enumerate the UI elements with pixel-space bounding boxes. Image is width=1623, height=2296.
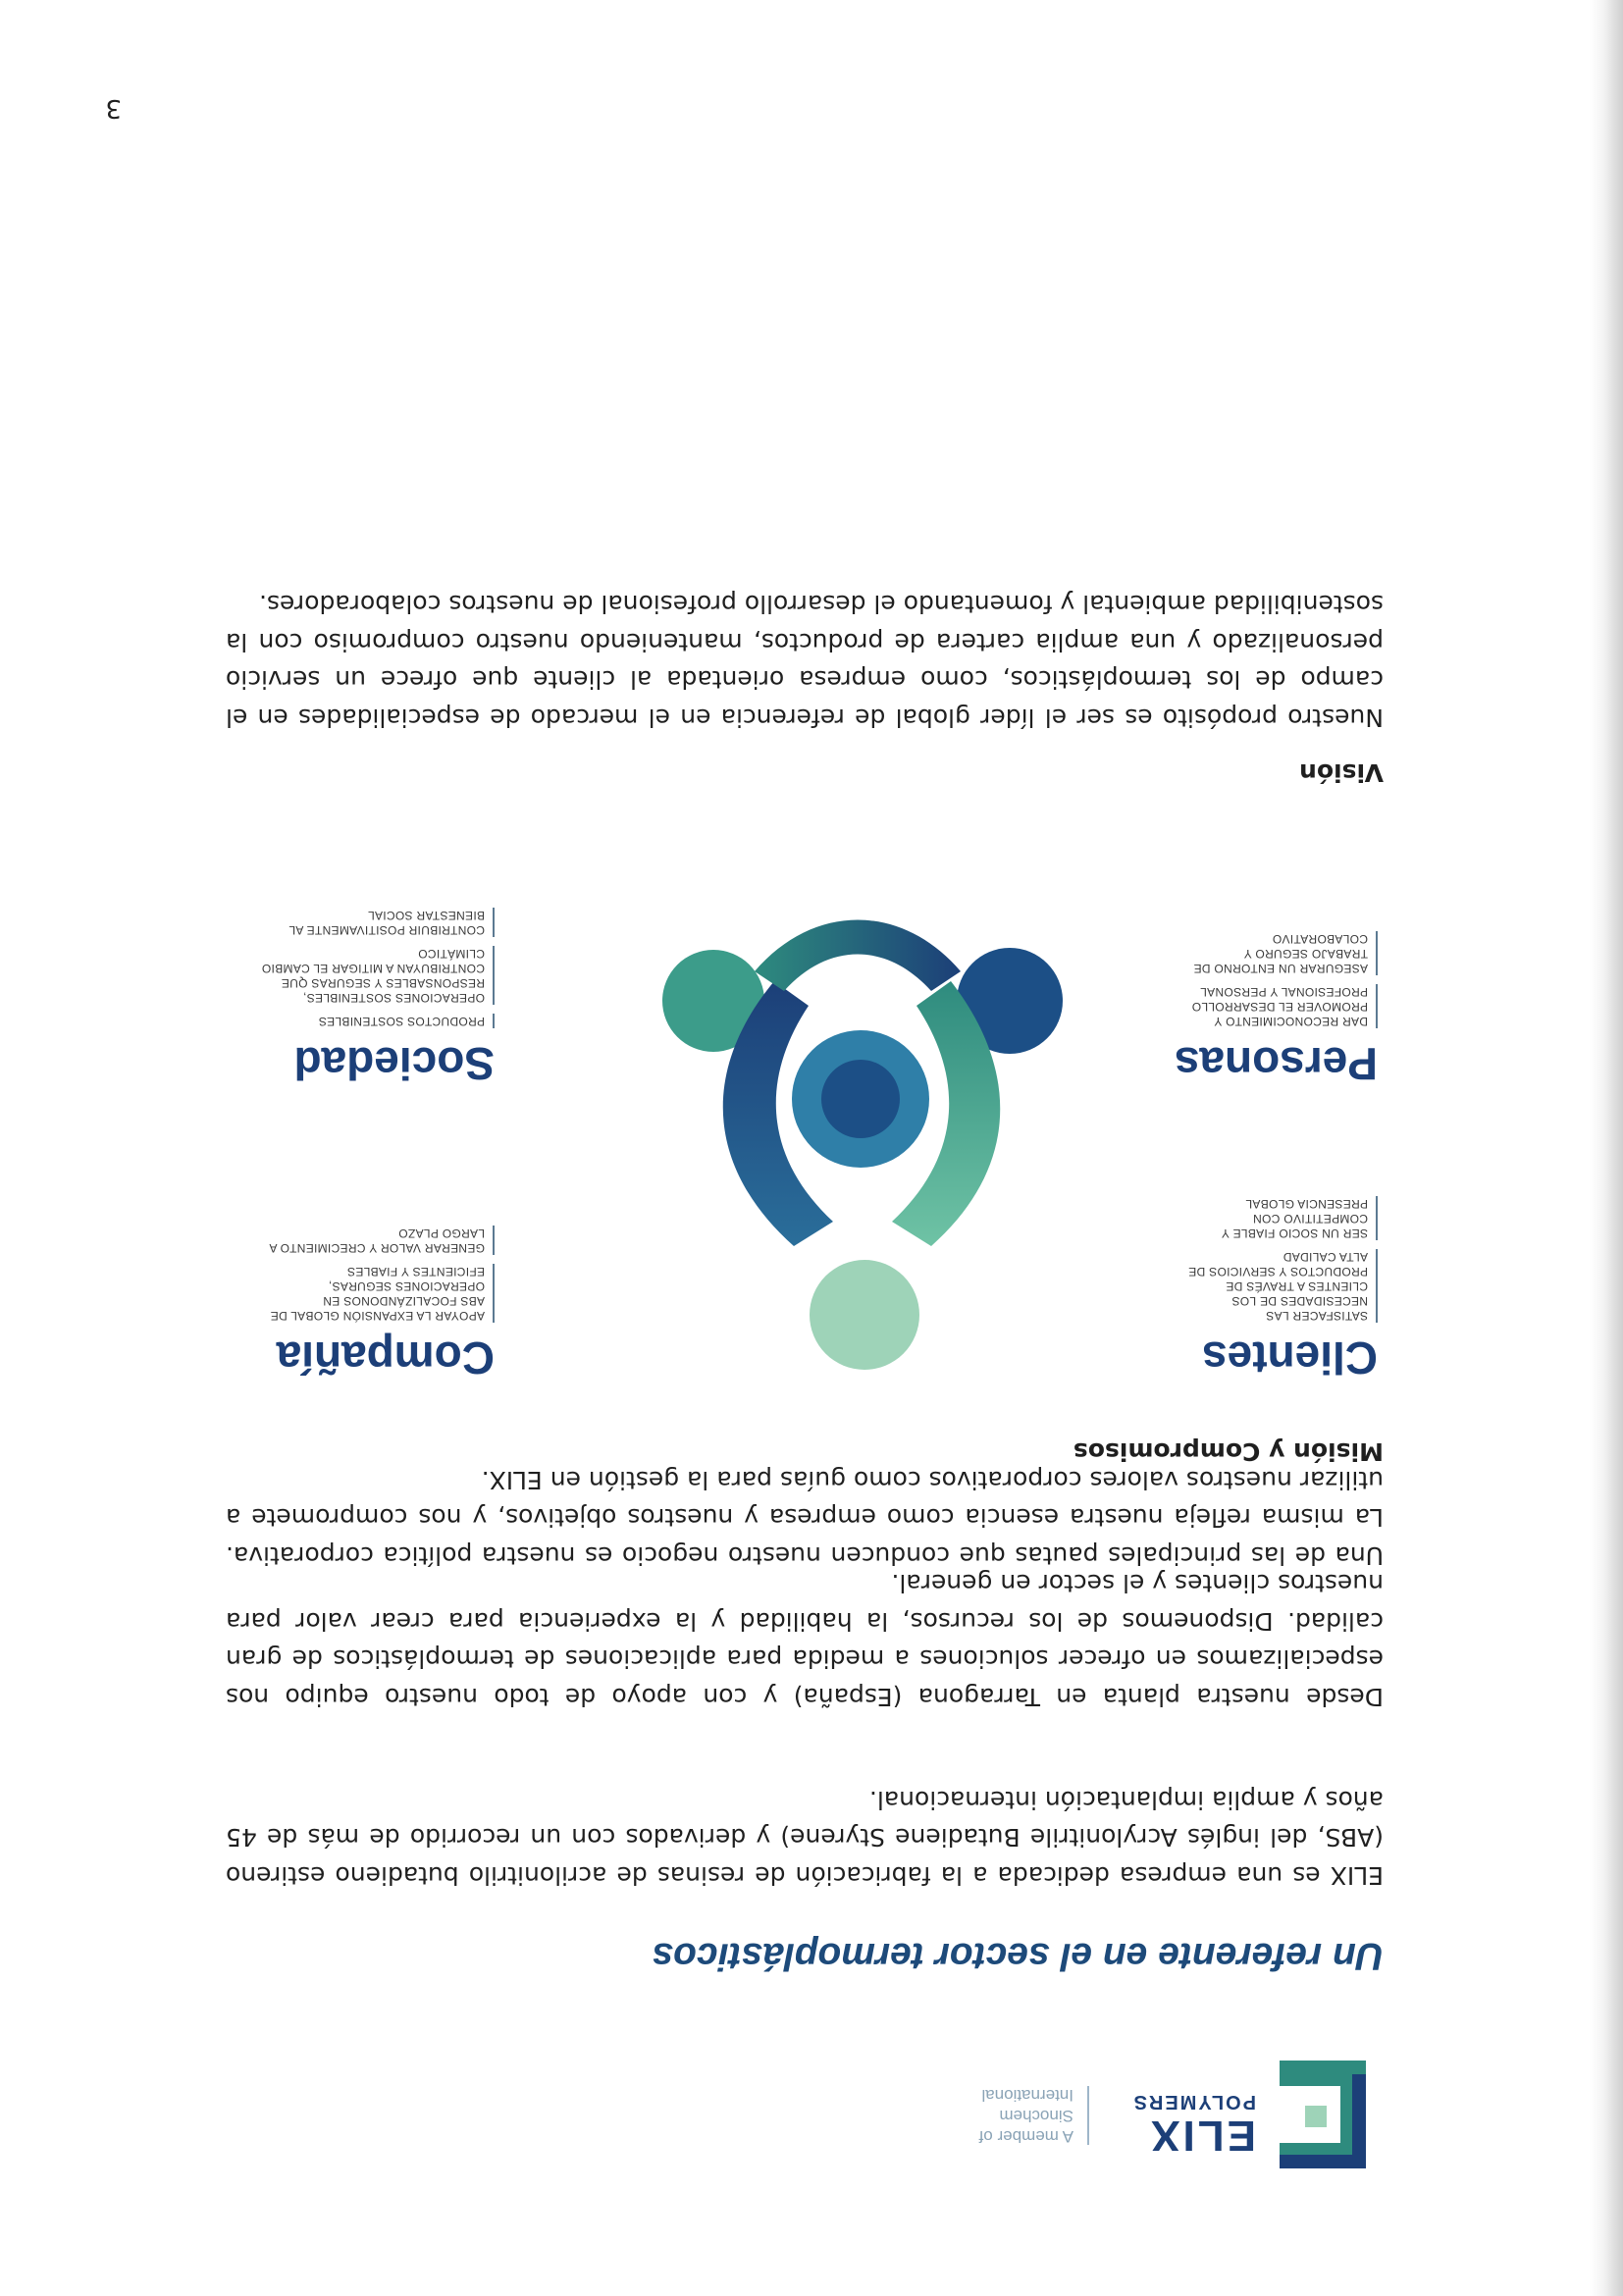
- page-title: Un referente en el sector termoplásticos: [652, 1935, 1384, 1977]
- pillar-list-personas: [1162, 931, 1378, 1028]
- scanner-edge-shadow: [1590, 0, 1623, 2296]
- mission-heading: Misión y Compromisos: [1073, 1437, 1384, 1466]
- list-item: ASEGURAR UN ENTORNO DE TRABAJO SEGURO Y COLABORATIVO: [1162, 931, 1378, 975]
- list-item: OPERACIONES SOSTENIBLES, RESPONSABLES Y SEGURAS QUE CONTRIBUYAN A MITIGAR EL CAMBIO CLIMÁTICO: [259, 946, 495, 1005]
- list-item: PRODUCTOS SOSTENIBLES: [259, 1014, 495, 1028]
- list-item: CONTRIBUIR POSITIVAMENTE AL BIENESTAR SOCIAL: [259, 908, 495, 937]
- intro-paragraph-2: Desde nuestra planta en Tarragona (España) y con apoyo de todo nuestro equipo nos especializamos en ofrecer soluciones a medida para aplicaciones de termoplásticos de gran calidad. Disponemos de los recursos, la habilidad y la experiencia para crear valor para nuestros clientes y el sector en general.: [226, 1569, 1384, 1711]
- pillar-sociedad: [259, 899, 495, 1089]
- intro-paragraph-3: Una de las principales pautas que conducen nuestro negocio es nuestra política corporativa. La misma refleja nuestra esencia como empresa y nuestros objetivos, y nos compromete a utilizar nuestros valores corporativos como guías para la gestión en ELIX.: [226, 1466, 1384, 1570]
- pillar-list-compania: [259, 1226, 495, 1323]
- list-item: SATISFACER LAS NECESIDADES DE LOS CLIENTES A TRAVÉS DE PRODUCTOS Y SERVICIOS DE ALTA CALIDAD: [1181, 1249, 1378, 1323]
- brand-subname: POLYMERS: [1131, 2091, 1256, 2113]
- pillar-title-sociedad: Sociedad: [293, 1038, 495, 1089]
- member-line-1: A member of: [978, 2127, 1073, 2146]
- elix-wordmark: [1131, 2090, 1256, 2160]
- pillar-title-compania: Compañía: [276, 1332, 495, 1383]
- pillar-title-personas: Personas: [1174, 1038, 1378, 1089]
- pillar-list-clientes: [1181, 1196, 1378, 1323]
- elix-logo-mark: [1280, 2061, 1366, 2168]
- list-item: SER UN SOCIO FIABLE Y COMPETITIVO CON PRESENCIA GLOBAL: [1181, 1196, 1378, 1240]
- list-item: GENERAR VALOR Y CRECIMIENTO A LARGO PLAZO: [259, 1226, 495, 1255]
- center-core-circle: [821, 1060, 900, 1138]
- bottom-body-arc: [755, 920, 961, 992]
- member-line-2: Sinochem: [999, 2107, 1073, 2125]
- top-head-circle: [810, 1260, 919, 1370]
- vision-heading: Visión: [1299, 758, 1384, 787]
- pillar-compania: [259, 1217, 495, 1383]
- member-line-3: International: [981, 2086, 1073, 2105]
- logo-divider: [1087, 2086, 1089, 2145]
- pillar-list-sociedad: [259, 908, 495, 1028]
- pillar-personas: [1162, 922, 1378, 1089]
- list-item: DAR RECONOCIMIENTO Y PROMOVER EL DESARROLLO PROFESIONAL Y PERSONAL: [1162, 984, 1378, 1028]
- mission-diagram: [239, 785, 1378, 1393]
- vision-paragraph: Nuestro propósito es ser el líder global de referencia en el mercado de especialidades en el campo de los termoplásticos, como empresa orientada al cliente que ofrece un servicio personalizado y una amplia cartera de productos, manteniendo nuestro compromiso con la sostenibilidad ambiental y fomentando el desarrollo profesional de nuestros colaboradores.: [226, 590, 1384, 732]
- pillar-clientes: [1181, 1187, 1378, 1383]
- member-of-sinochem: [979, 2085, 1073, 2147]
- intro-paragraph-1: ELIX es una empresa dedicada a la fabricación de resinas de acrilonitrilo butadieno estireno (ABS, del inglés Acrylonitrile Butadiene Styrene) y derivados con un recorrido de más de 45 años y amplia implantación internacional.: [226, 1786, 1384, 1890]
- elix-logo: [915, 2051, 1366, 2168]
- list-item: APOYAR LA EXPANSIÓN GLOBAL DE ABS FOCALIZÁNDONOS EN OPERACIONES SEGURAS, EFICIENTES Y FIABLES: [259, 1264, 495, 1323]
- page-number: 3: [105, 93, 122, 123]
- pillar-title-clientes: Clientes: [1202, 1332, 1378, 1383]
- brand-name: ELIX: [1148, 2112, 1256, 2160]
- people-emblem-graphic: [627, 805, 1078, 1393]
